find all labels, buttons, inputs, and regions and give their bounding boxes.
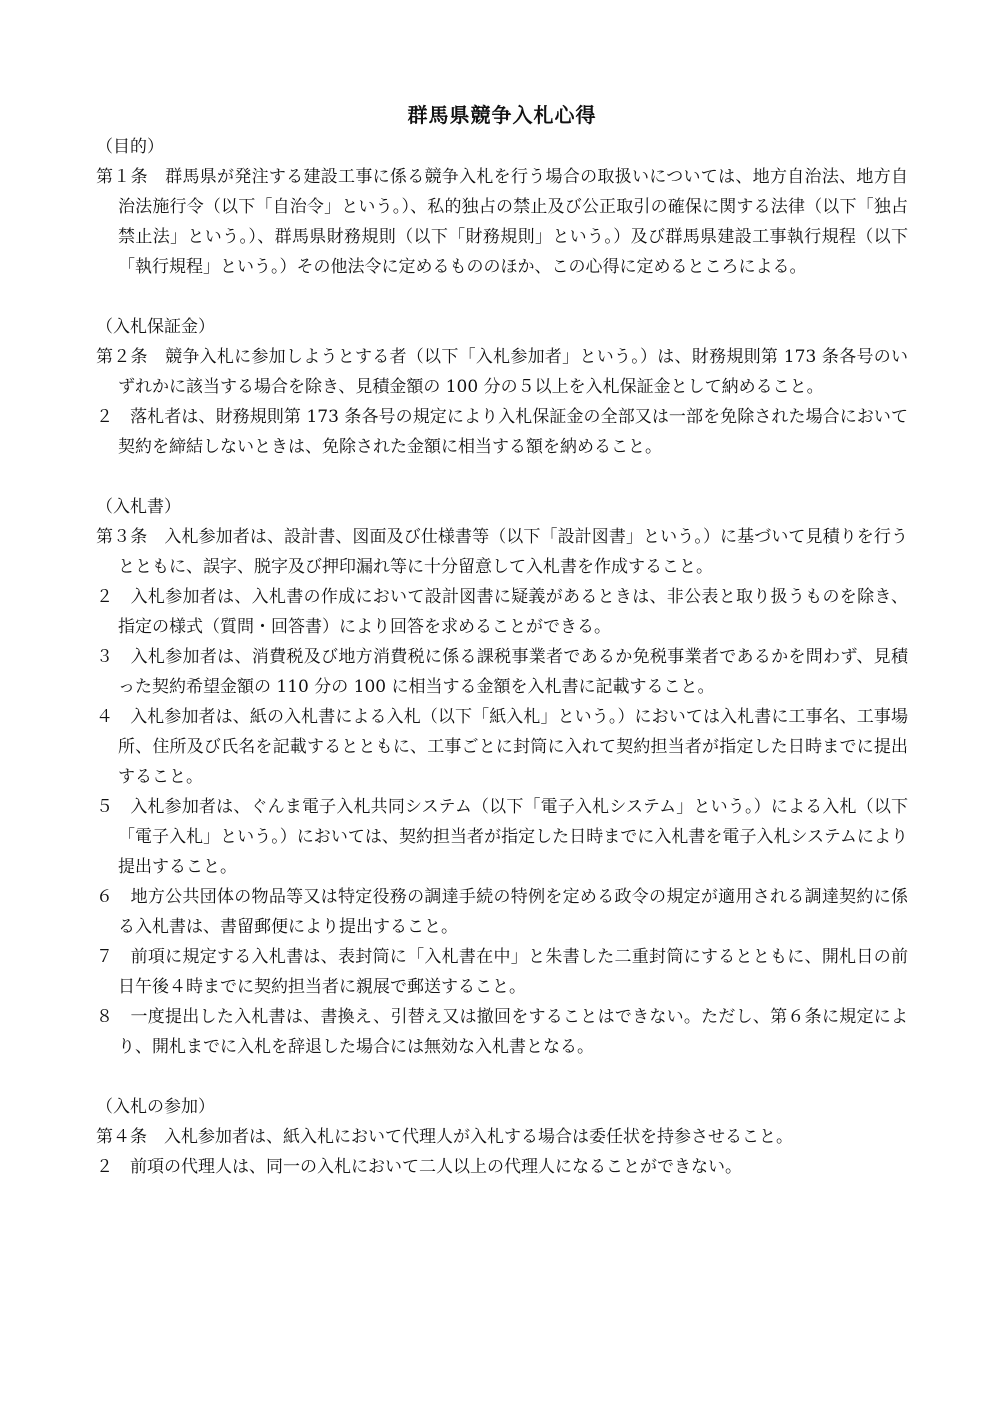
article-paragraph: ２ 前項の代理人は、同一の入札において二人以上の代理人になることができない。 — [96, 1157, 742, 1177]
article-paragraph: ２ 落札者は、財務規則第 173 条各号の規定により入札保証金の全部又は一部を免除された場合において契約を締結しないときは、免除された金額に相当する額を納めること。 — [96, 407, 908, 457]
section-heading: （入札書） — [96, 497, 181, 517]
article-paragraph: ３ 入札参加者は、消費税及び地方消費税に係る課税事業者であるか免税事業者であるかを問わず、見積った契約希望金額の 110 分の 100 に相当する金額を入札書に記載すること。 — [96, 647, 908, 697]
document-page — [96, 100, 908, 1182]
article-paragraph: ４ 入札参加者は、紙の入札書による入札（以下「紙入札」という。）においては入札書に工事名、工事場所、住所及び氏名を記載するとともに、工事ごとに封筒に入れて契約担当者が指定した日時までに提出すること。 — [96, 707, 908, 787]
article-paragraph: ７ 前項に規定する入札書は、表封筒に「入札書在中」と朱書した二重封筒にするとともに、開札日の前日午後４時までに契約担当者に親展で郵送すること。 — [96, 947, 908, 997]
article-paragraph: 第４条 入札参加者は、紙入札において代理人が入札する場合は委任状を持参させること。 — [96, 1127, 793, 1147]
article-paragraph: 第１条 群馬県が発注する建設工事に係る競争入札を行う場合の取扱いについては、地方自治法、地方自治法施行令（以下「自治令」という。）、私的独占の禁止及び公正取引の確保に関する法律（以下「独占禁止法」という。）、群馬県財務規則（以下「財務規則」という。）及び群馬県建設工事執行規程（以下「執行規程」という。）その他法令に定めるもののほか、この心得に定めるところによる。 — [96, 167, 908, 277]
article-paragraph: ６ 地方公共団体の物品等又は特定役務の調達手続の特例を定める政令の規定が適用される調達契約に係る入札書は、書留郵便により提出すること。 — [96, 887, 908, 937]
article-paragraph: ８ 一度提出した入札書は、書換え、引替え又は撤回をすることはできない。ただし、第６条に規定により、開札までに入札を辞退した場合には無効な入札書となる。 — [96, 1007, 908, 1057]
article-paragraph: 第３条 入札参加者は、設計書、図面及び仕様書等（以下「設計図書」という。）に基づいて見積りを行うとともに、誤字、脱字及び押印漏れ等に十分留意して入札書を作成すること。 — [96, 527, 908, 577]
section-bid-document — [96, 492, 908, 1062]
section-bid-bond — [96, 312, 908, 462]
article-paragraph: 第２条 競争入札に参加しようとする者（以下「入札参加者」という。）は、財務規則第 173 条各号のいずれかに該当する場合を除き、見積金額の 100 分の５以上を入札保証金として納めること。 — [96, 347, 908, 397]
article-paragraph: ２ 入札参加者は、入札書の作成において設計図書に疑義があるときは、非公表と取り扱うものを除き、指定の様式（質問・回答書）により回答を求めることができる。 — [96, 587, 908, 637]
section-participation — [96, 1092, 908, 1182]
section-gap — [96, 1062, 908, 1092]
section-gap — [96, 462, 908, 492]
section-heading: （入札保証金） — [96, 317, 215, 337]
article-paragraph: ５ 入札参加者は、ぐんま電子入札共同システム（以下「電子入札システム」という。）による入札（以下「電子入札」という。）においては、契約担当者が指定した日時までに入札書を電子入札システムにより提出すること。 — [96, 797, 908, 877]
section-purpose — [96, 132, 908, 282]
section-gap — [96, 282, 908, 312]
section-heading: （入札の参加） — [96, 1097, 215, 1117]
document-title: 群馬県競争入札心得 — [407, 103, 597, 127]
section-heading: （目的） — [96, 137, 164, 157]
